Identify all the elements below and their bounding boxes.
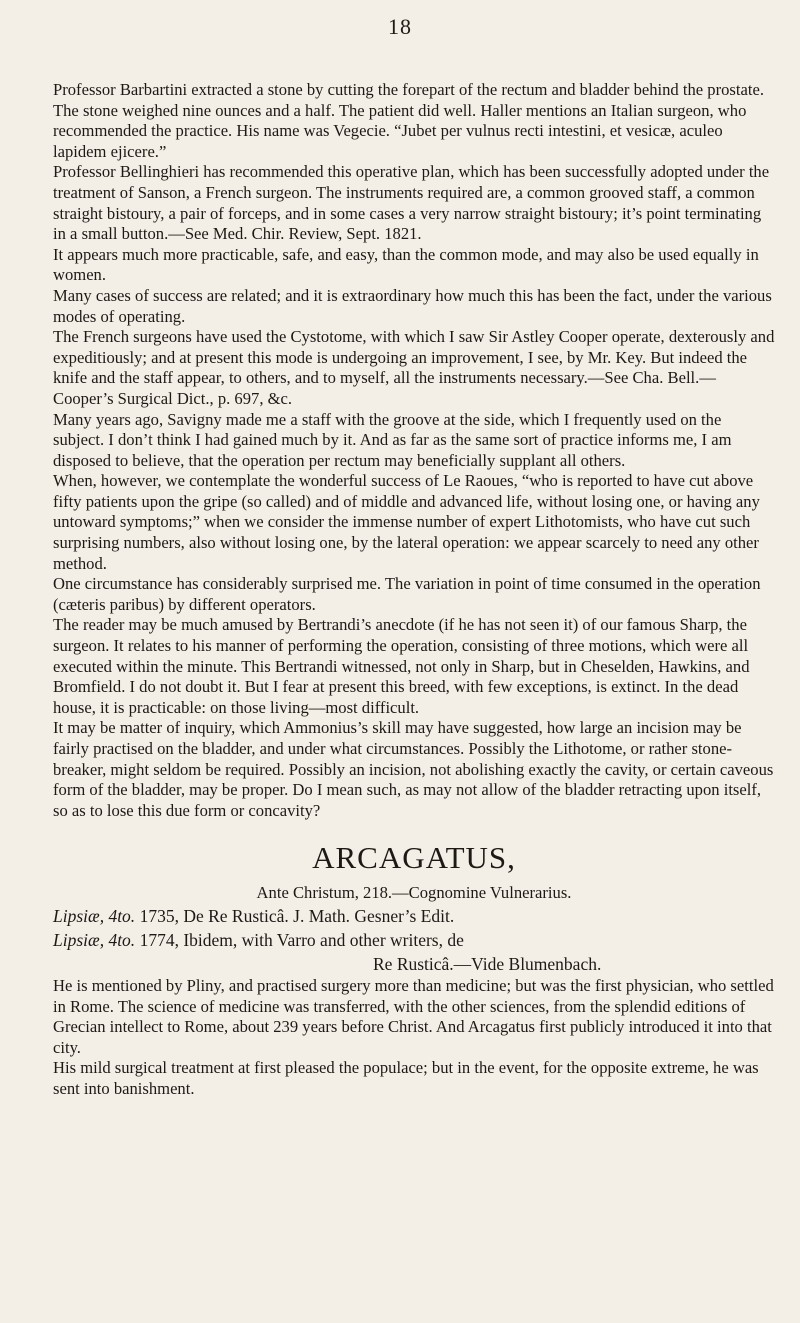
paragraph: His mild surgical treatment at first pleased the populace; but in the event, for the opposite extreme, he was sent into banishment. (53, 1058, 759, 1098)
reference-line (53, 904, 775, 928)
paragraph: When, however, we contemplate the wonderful success of Le Raoues, “who is reported to have cut above fifty patients upon the gripe (so called) and of middle and advanced life, without losing one, or having any untoward symptoms;” when we consider the immense number of expert Lithotomists, who have cut such surprising numbers, also without losing one, by the lateral operation: we appear scarcely to need any other method. (53, 471, 760, 573)
paragraph: Many years ago, Savigny made me a staff with the groove at the side, which I frequently used on the subject. I don’t think I had gained much by it. And as far as the same sort of practice informs me, I am disposed to believe, that the operation per rectum may beneficially supplant all others. (53, 409, 732, 470)
paragraph: Professor Bellinghieri has recommended this operative plan, which has been successfully adopted under the treatment of Sanson, a French surgeon. The instruments required are, a common grooved staff, a common straight bistoury, a pair of forceps, and in some cases a very narrow straight bistoury; it’s point terminating in a small button.—See Med. Chir. Review, Sept. 1821. (53, 162, 770, 244)
paragraph: The reader may be much amused by Bertrandi’s anecdote (if he has not seen it) of our famous Sharp, the surgeon. It relates to his manner of performing the operation, consisting of three motions, which were all executed within the minute. This Bertrandi witnessed, not only in Sharp, but in Cheselden, Hawkins, and Bromfield. I do not doubt it. But I fear at present this breed, with few exceptions, is extinct. In the dead house, it is practicable: on those living—most difficult. (53, 615, 750, 717)
paragraph: One circumstance has considerably surprised me. The variation in point of time consumed in the operation (cæteris paribus) by different operators. (53, 574, 761, 614)
paragraph: Professor Barbartini extracted a stone by cutting the forepart of the rectum and bladder behind the prostate. The stone weighed nine ounces and a half. The patient did well. Haller mentions an Italian surgeon, who recommended the practice. His name was Vegecie. “Jubet per vulnus recti intestini, et vesicæ, aculeo lapidem ejicere.” (53, 80, 764, 161)
reference-text: Re Rusticâ.—Vide Blumenbach. (373, 953, 602, 974)
reference-place: Lipsiæ, 4to. (53, 929, 136, 950)
reference-text: 1735, De Re Rusticâ. J. Math. Gesner’s Edit. (139, 905, 455, 926)
reference-line (53, 928, 775, 952)
reference-text: 1774, Ibidem, with Varro and other writers, de (139, 929, 464, 950)
reference-line (53, 952, 775, 976)
reference-place: Lipsiæ, 4to. (53, 905, 136, 926)
paragraph: It may be matter of inquiry, which Ammonius’s skill may have suggested, how large an incision may be fairly practised on the bladder, and under what circumstances. Possibly the Lithotome, or rather stone-breaker, might seldom be required. Possibly an incision, not abolishing exactly the cavity, or certain caveous form of the bladder, may be proper. Do I mean such, as may not allow of the bladder retracting upon itself, so as to lose this due form or concavity? (53, 718, 774, 820)
section-subheading: Ante Christum, 218.—Cognomine Vulnerarius. (256, 883, 572, 903)
paragraph: He is mentioned by Pliny, and practised surgery more than medicine; but was the first physician, who settled in Rome. The science of medicine was transferred, with the other sciences, from the splendid editions of Grecian intellect to Rome, about 239 years before Christ. And Arcagatus first publicly introduced it into that city. (53, 975, 774, 1057)
paragraph: The French surgeons have used the Cystotome, with which I saw Sir Astley Cooper operate, dexterously and expeditiously; and at present this mode is undergoing an improvement, I see, by Mr. Key. But indeed the knife and the staff appear, to others, and to myself, all the instruments necessary.—See Cha. Bell.—Cooper’s Surgical Dict., p. 697, &c. (53, 327, 775, 408)
page-number: 18 (388, 14, 412, 39)
paragraph: It appears much more practicable, safe, and easy, than the common mode, and may also be used equally in women. (53, 244, 759, 285)
section-heading: ARCAGATUS, (312, 840, 516, 876)
paragraph: Many cases of success are related; and it is extraordinary how much this has been the fact, under the various modes of operating. (53, 285, 772, 326)
body-text (53, 80, 775, 1100)
